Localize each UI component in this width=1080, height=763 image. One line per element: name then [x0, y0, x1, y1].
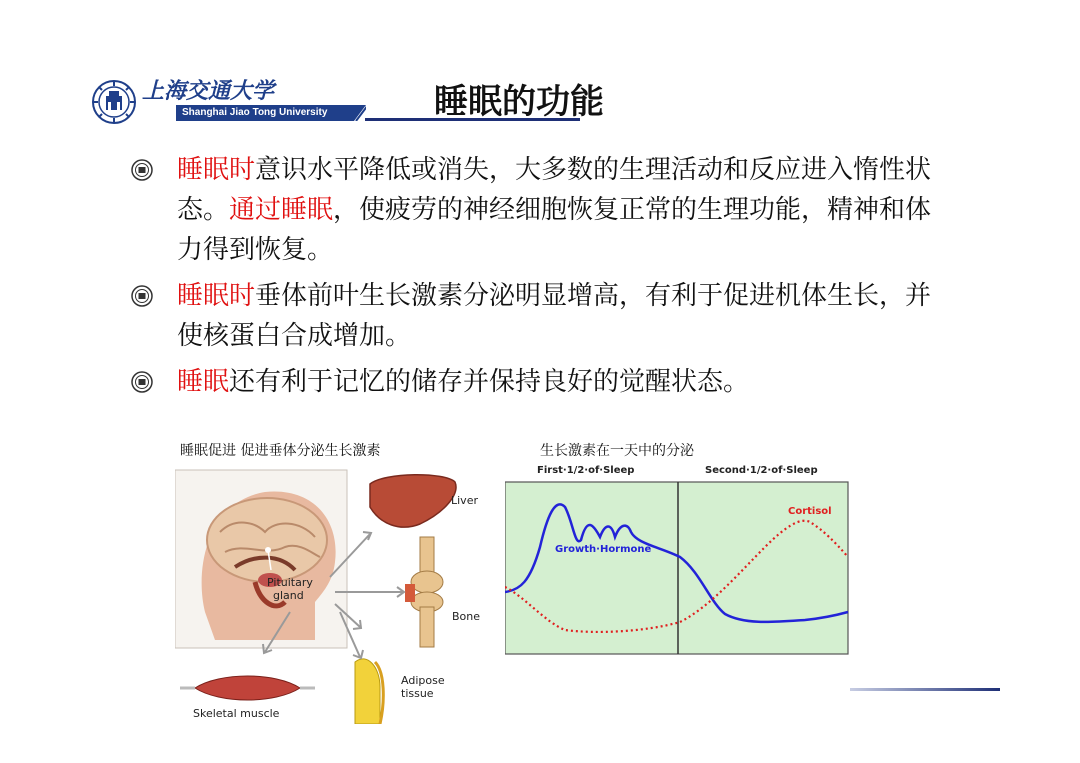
bullet-text: 意识水平降低或消失，大多数的生理活动和反应进入惰性状态。 [177, 155, 932, 225]
highlight-text: 通过睡眠 [229, 195, 334, 225]
growth-hormone-label: Growth·Hormone [555, 544, 652, 555]
pituitary-label: Pituitary [267, 576, 313, 589]
growth-hormone-targets-illustration [175, 462, 495, 724]
second-half-label: Second·1/2·of·Sleep [705, 465, 818, 476]
left-figure-caption: 睡眠促进 促进垂体分泌生长激素 [180, 443, 381, 459]
adipose-label: tissue [401, 687, 434, 700]
pituitary-label: gland [273, 589, 304, 602]
slide-title: 睡眠的功能 [434, 82, 604, 122]
liver-label: Liver [451, 494, 478, 507]
hormone-secretion-graph [505, 462, 850, 657]
liver-illustration [370, 475, 456, 527]
bullet-text: 还有利于记忆的储存并保持良好的觉醒状态。 [229, 367, 750, 397]
university-name-cn: 上海交通大学 [142, 78, 275, 104]
muscle-label: Skeletal muscle [193, 707, 280, 720]
bullet-item [125, 276, 945, 356]
cortisol-label: Cortisol [788, 506, 832, 517]
seal-bullet-icon [131, 371, 153, 393]
bone-label: Bone [452, 610, 481, 623]
bone-illustration [405, 537, 443, 647]
adipose-label: Adipose [401, 674, 445, 687]
right-figure-caption: 生长激素在一天中的分泌 [540, 443, 694, 459]
adipose-illustration [355, 659, 380, 724]
seal-bullet-icon [131, 285, 153, 307]
bullet-text: 垂体前叶生长激素分泌明显增高，有利于促进机体生长，并使核蛋白合成增加。 [177, 281, 932, 351]
bullet-item [125, 362, 945, 402]
bullet-text: ，使疲劳的神经细胞恢复正常的生理功能，精神和体力得到恢复。 [177, 195, 932, 265]
highlight-text: 睡眠 [177, 367, 230, 397]
first-half-label: First·1/2·of·Sleep [537, 465, 635, 476]
seal-bullet-icon [131, 159, 153, 181]
university-seal-icon [92, 80, 136, 124]
highlight-text: 睡眠时 [177, 281, 256, 311]
decorative-line [850, 688, 1000, 691]
bullet-list [125, 150, 945, 408]
muscle-illustration [195, 676, 300, 700]
highlight-text: 睡眠时 [177, 155, 256, 185]
brain-illustration [207, 498, 327, 582]
bullet-item [125, 150, 945, 270]
university-name-en: Shanghai Jiao Tong University [182, 107, 328, 118]
